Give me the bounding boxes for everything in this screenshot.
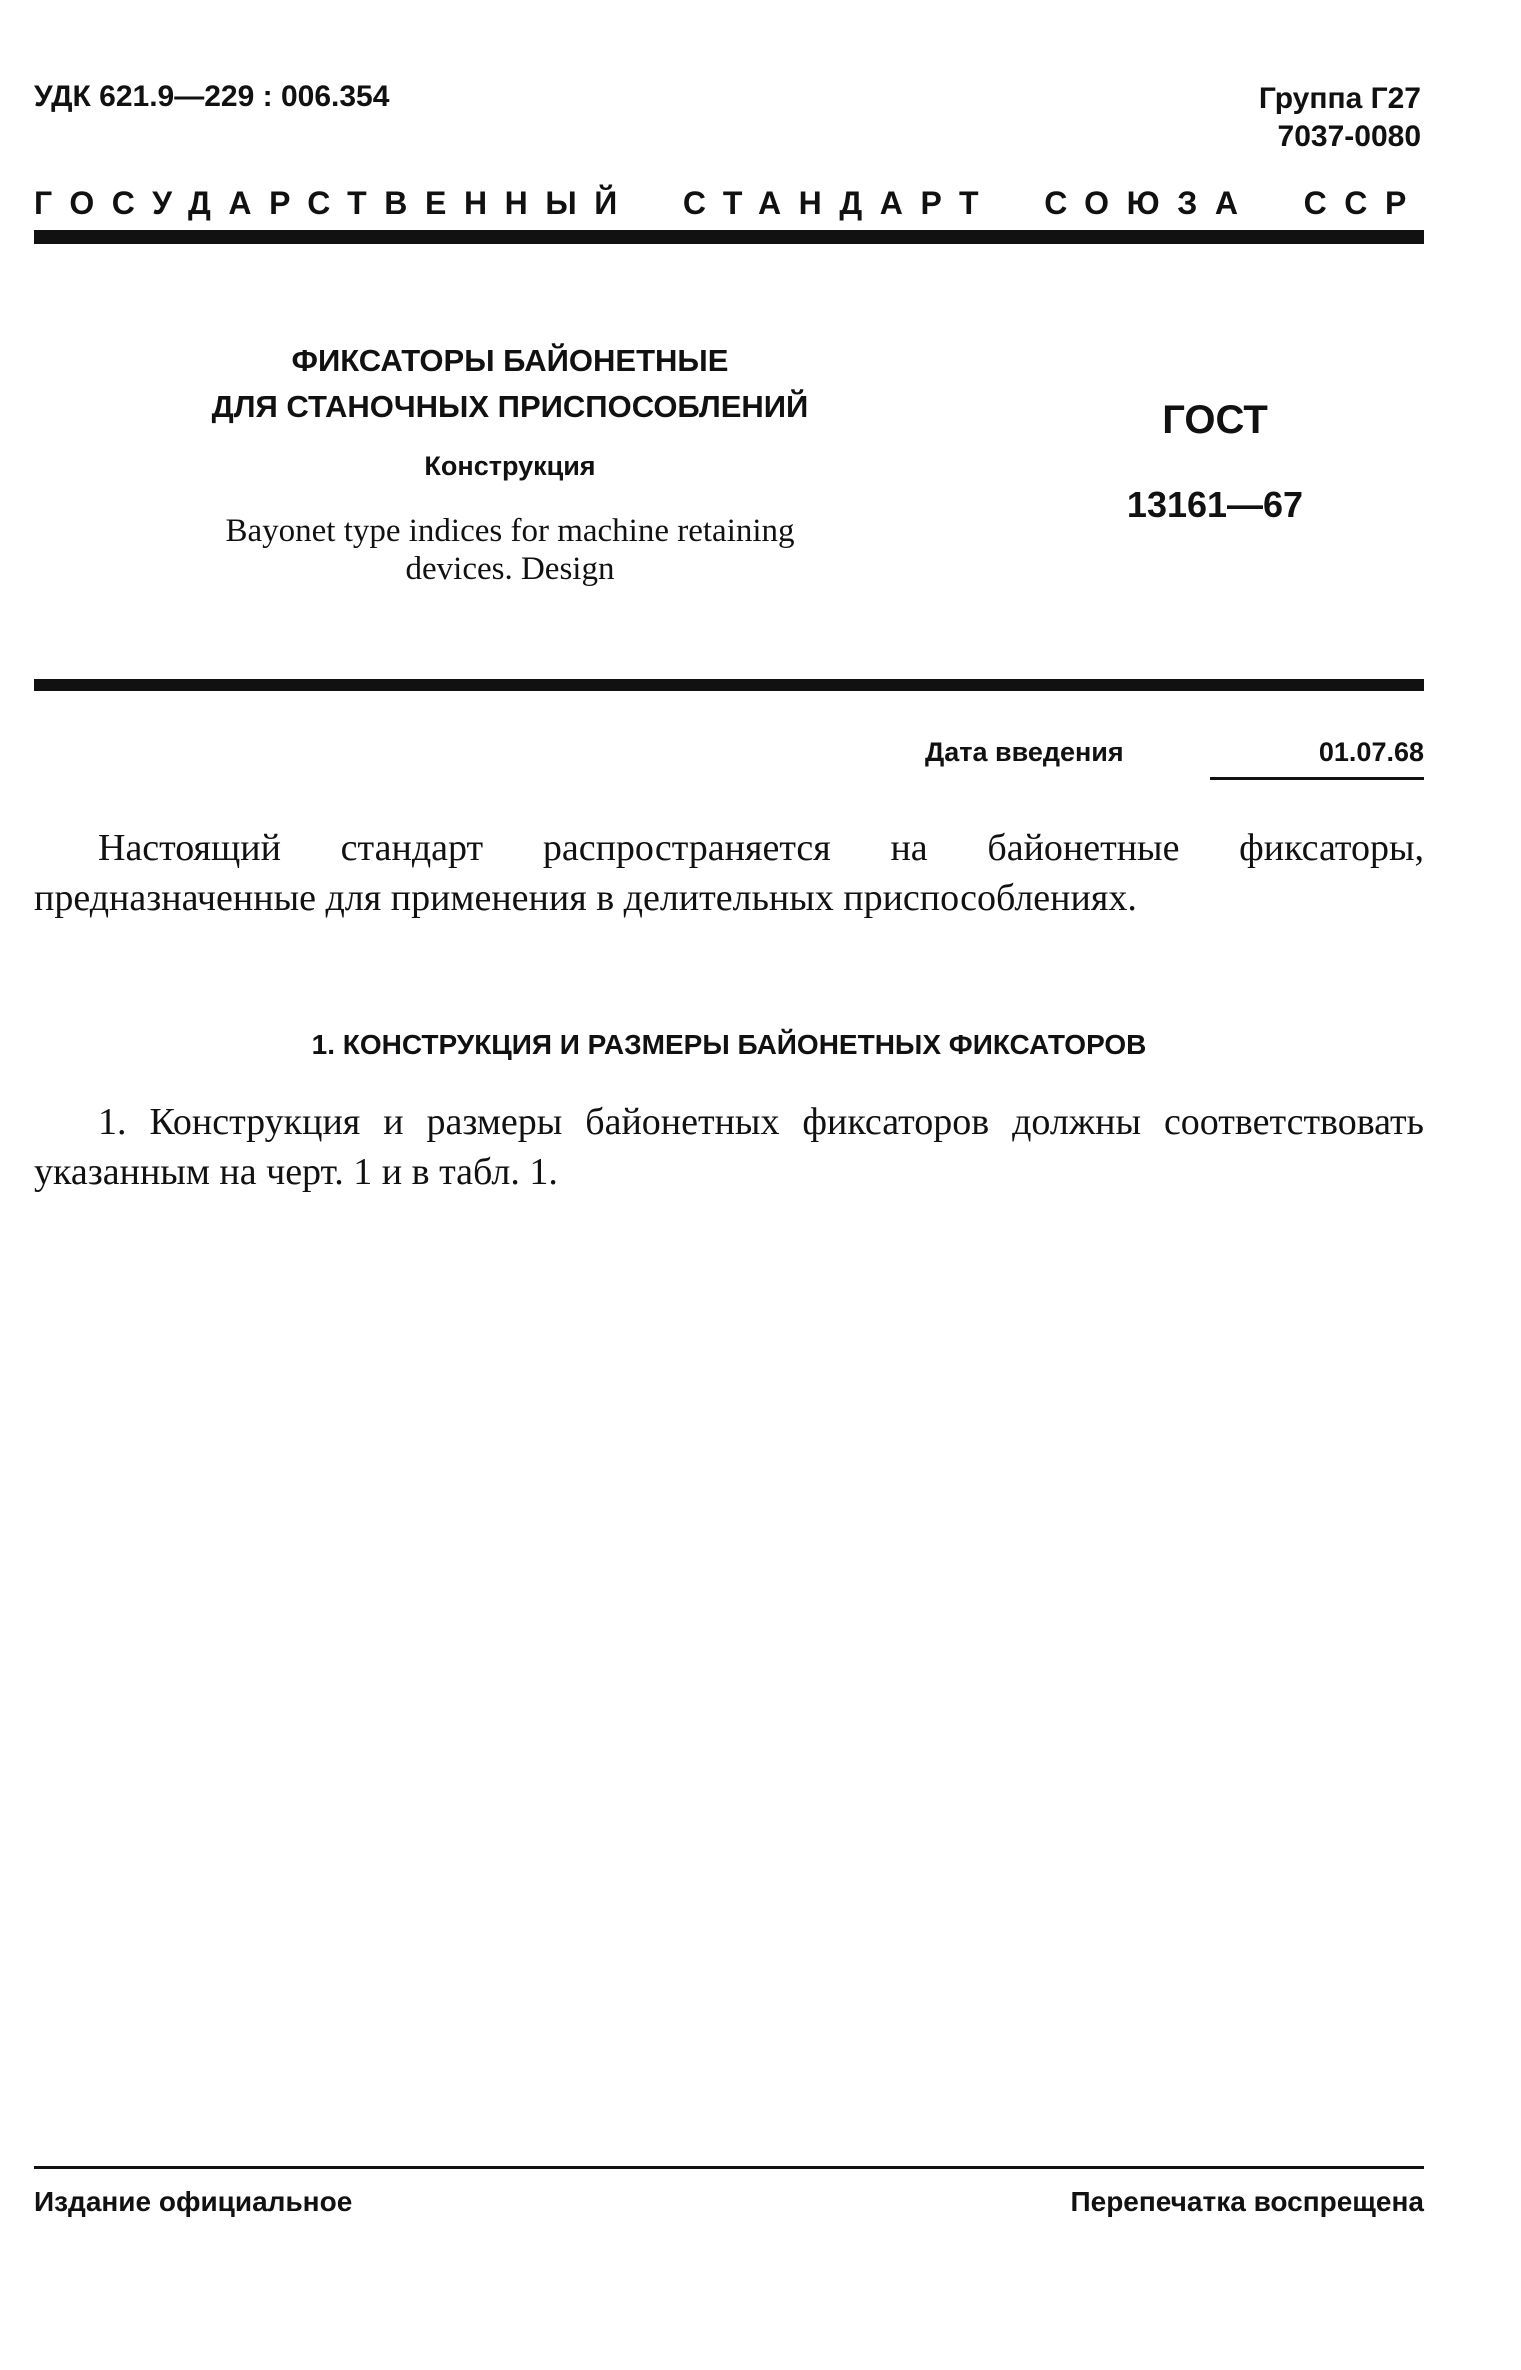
subtitle: Конструкция <box>424 451 596 481</box>
state-standard-word: СТАНДАРТ <box>682 185 997 221</box>
title-line-1: ФИКСАТОРЫ БАЙОНЕТНЫЕ <box>291 343 729 378</box>
clause-1-paragraph: 1. Конструкция и размеры байонетных фиксаторов должны соответствовать указанным на черт. 1 и в табл. 1. <box>34 1101 1424 1193</box>
title-line-2: ДЛЯ СТАНОЧНЫХ ПРИСПОСОБЛЕНИЙ <box>211 389 809 424</box>
english-title <box>120 512 900 588</box>
footer-official-edition: Издание официальное <box>34 2186 353 2217</box>
gost-label: ГОСТ <box>1162 398 1268 442</box>
bottom-divider <box>34 2166 1424 2169</box>
middle-divider <box>34 679 1424 691</box>
state-standard-banner <box>34 185 1424 222</box>
group-block <box>1259 80 1421 156</box>
gost-number: 13161—67 <box>1126 484 1304 525</box>
udk-code: УДК 621.9—229 : 006.354 <box>34 80 390 113</box>
title-block <box>120 338 900 588</box>
english-title-line-2: devices. Design <box>405 551 615 587</box>
intro-date-label: Дата введения <box>925 737 1124 767</box>
footer-reprint-prohibited: Перепечатка воспрещена <box>1070 2186 1424 2217</box>
intro-date-value: 01.07.68 <box>1318 737 1424 767</box>
top-divider <box>34 230 1424 244</box>
intro-paragraph: Настоящий стандарт распространяется на байонетные фиксаторы, предназначенные для применения в делительных приспособлениях. <box>34 827 1424 919</box>
state-standard-word: ССР <box>1303 185 1424 221</box>
section-heading: 1. КОНСТРУКЦИЯ И РАЗМЕРЫ БАЙОНЕТНЫХ ФИКСАТОРОВ <box>311 1029 1147 1060</box>
group-code: Группа Г27 <box>1258 82 1421 115</box>
english-title-line-1: Bayonet type indices for machine retaining <box>225 513 795 549</box>
classification-code: 7037-0080 <box>1277 120 1421 153</box>
state-standard-word: СОЮЗА <box>1044 185 1256 221</box>
state-standard-word: ГОСУДАРСТВЕННЫЙ <box>34 185 635 221</box>
intro-date-underline <box>1210 777 1424 780</box>
